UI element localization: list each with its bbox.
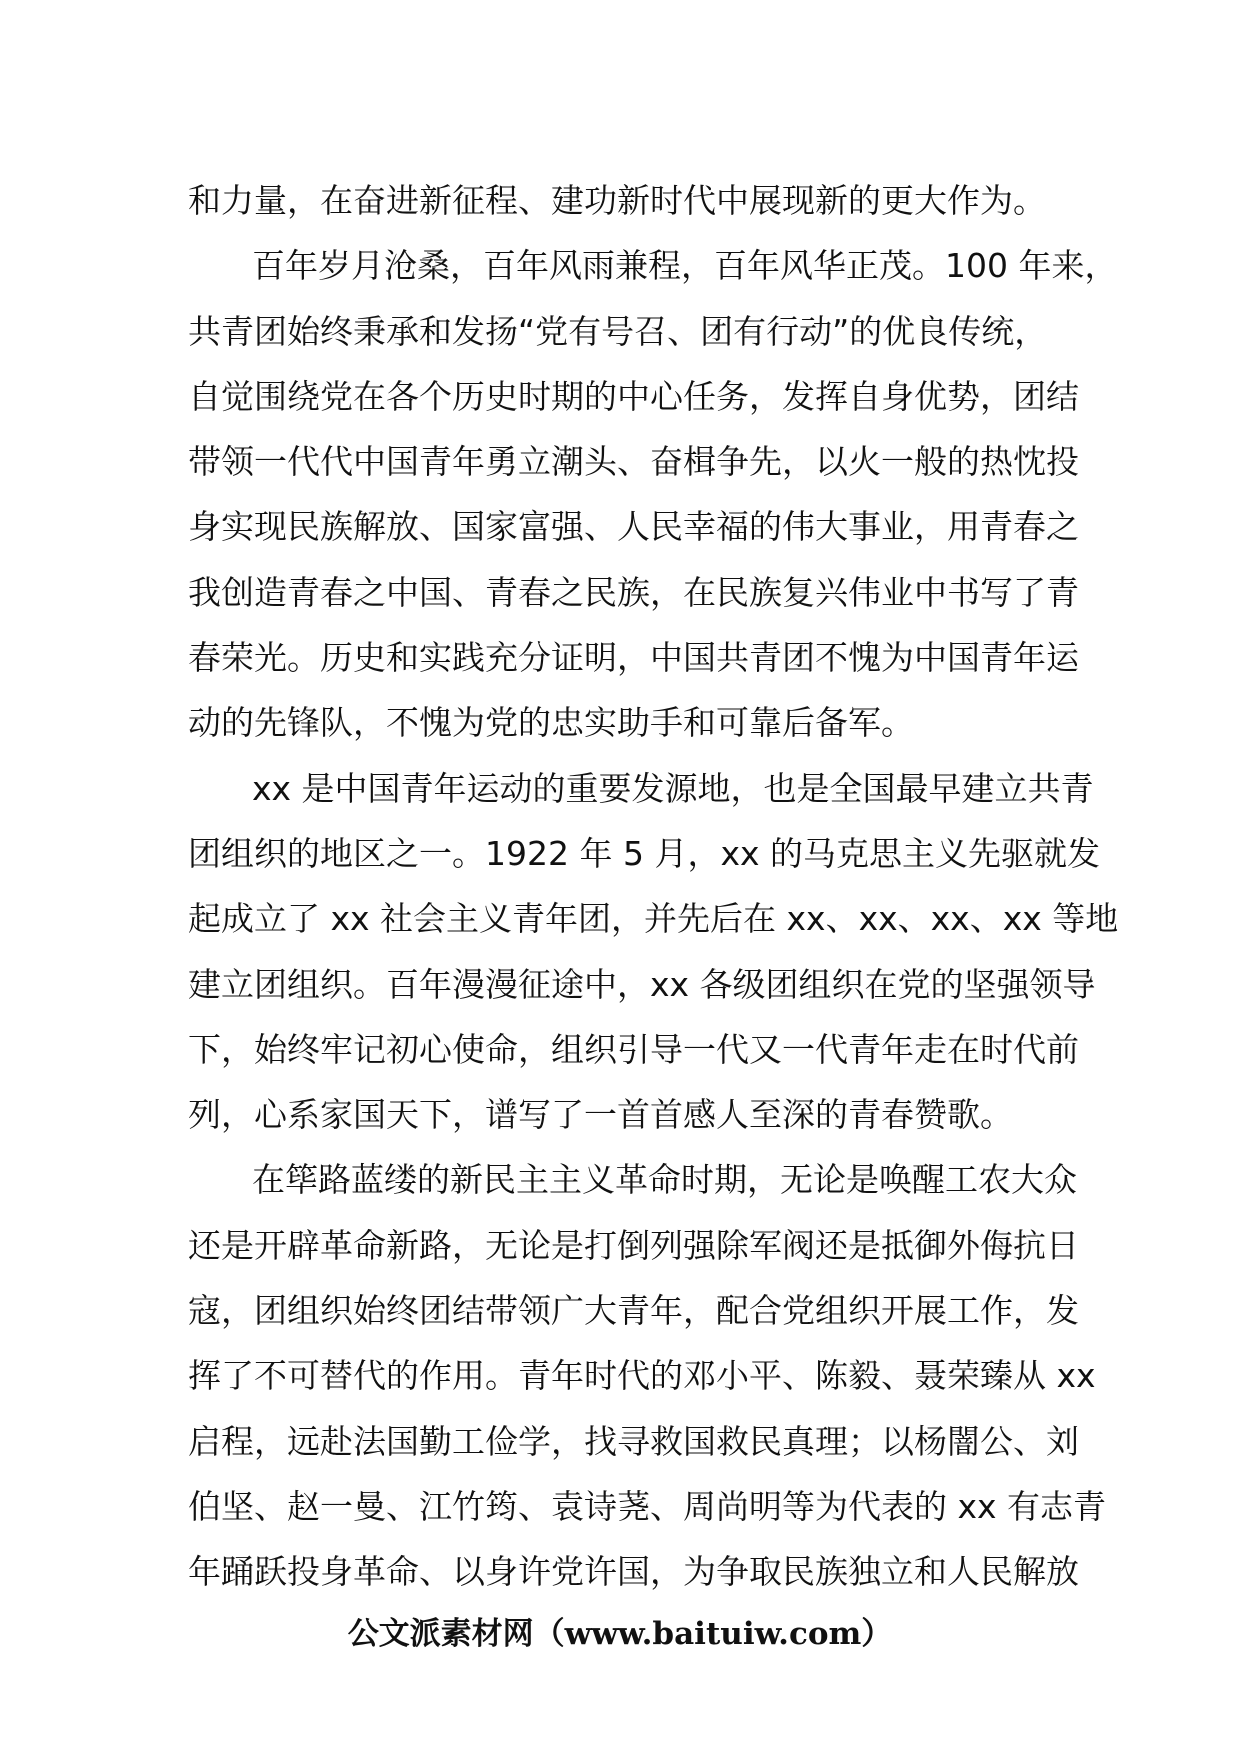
text-line: 身实现民族解放、国家富强、人民幸福的伟大事业，用青春之 [188,507,1079,547]
text-line: 建立团组织。百年漫漫征途中，xx 各级团组织在党的坚强领导 [188,964,1096,1004]
text-line: 挥了不可替代的作用。青年时代的邓小平、陈毅、聂荣臻从 xx [188,1356,1096,1396]
text-line: 起成立了 xx 社会主义青年团，并先后在 xx、xx、xx、xx 等地 [188,899,1119,939]
text-line: 年踊跃投身革命、以身许党许国，为争取民族独立和人民解放 [188,1552,1079,1592]
footer-watermark-text: 公文派素材网（www.baituiw.com） [347,1616,893,1652]
text-line: 春荣光。历史和实践充分证明，中国共青团不愧为中国青年运 [188,638,1079,678]
text-line: 伯坚、赵一曼、江竹筠、袁诗荛、周尚明等为代表的 xx 有志青 [188,1486,1107,1526]
paragraph-first-line: xx 是中国青年运动的重要发源地，也是全国最早建立共青 [252,768,1094,808]
text-line: 还是开辟革命新路，无论是打倒列强除军阀还是抵御外侮抗日 [188,1225,1079,1265]
text-line: 团组织的地区之一。1922 年 5 月，xx 的马克思主义先驱就发 [188,833,1100,873]
text-line: 寇，团组织始终团结带领广大青年，配合党组织开展工作，发 [188,1291,1079,1331]
paragraph-first-line: 百年岁月沧桑，百年风雨兼程，百年风华正茂。100 年来， [252,246,1118,286]
text-line: 列，心系家国天下，谱写了一首首感人至深的青春赞歌。 [188,1095,1013,1135]
text-line: 带领一代代中国青年勇立潮头、奋楫争先，以火一般的热忱投 [188,442,1079,482]
paragraph-first-line: 在筚路蓝缕的新民主主义革命时期，无论是唤醒工农大众 [252,1160,1077,1200]
text-line: 自觉围绕党在各个历史时期的中心任务，发挥自身优势，团结 [188,376,1079,416]
text-line: 下，始终牢记初心使命，组织引导一代又一代青年走在时代前 [188,1029,1079,1069]
text-line: 启程，远赴法国勤工俭学，找寻救国救民真理；以杨闇公、刘 [188,1421,1079,1461]
text-line: 共青团始终秉承和发扬“党有号召、团有行动”的优良传统， [188,311,1048,351]
document-body [188,168,1119,1605]
text-line: 动的先锋队，不愧为党的忠实助手和可靠后备军。 [188,703,914,743]
text-line: 和力量，在奋进新征程、建功新时代中展现新的更大作为。 [188,181,1046,220]
text-line: 我创造青春之中国、青春之民族，在民族复兴伟业中书写了青 [188,572,1079,612]
